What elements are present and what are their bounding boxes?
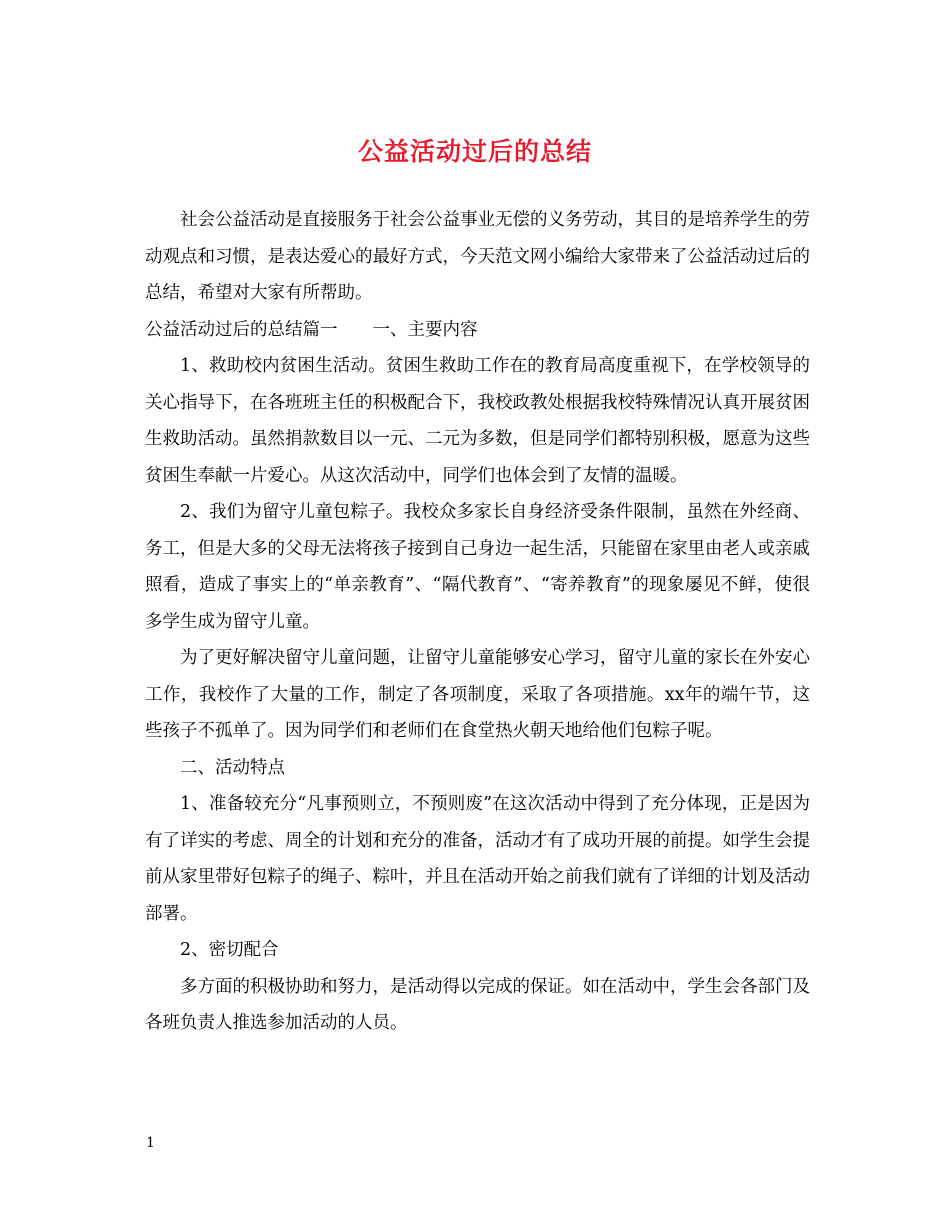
content-paragraph-zongzi: 2、我们为留守儿童包粽子。我校众多家长自身经济受条件限制，虽然在外经商、务工，但是大多的父母无法将孩子接到自己身边一起生活，只能留在家里由老人或亲戚照看，造成了事实上的“单亲教育”、“隔代教育”、“寄养教育”的现象屡见不鲜，使很多学生成为留守儿童。 — [145, 502, 810, 632]
content-paragraph-poverty-aid: 1、救助校内贫困生活动。贫困生救助工作在的教育局高度重视下，在学校领导的关心指导下，在各班班主任的积极配合下，我校政教处根据我校特殊情况认真开展贫困生救助活动。虽然捐款数目以一元、二元为多数，但是同学们都特别积极，愿意为这些贫困生奉献一片爱心。从这次活动中，同学们也体会到了友情的温暖。 — [145, 356, 810, 486]
document-body — [145, 202, 810, 1042]
document-title: 公益活动过后的总结 — [357, 137, 592, 166]
page-number: 1 — [146, 1135, 155, 1151]
intro-paragraph: 社会公益活动是直接服务于社会公益事业无偿的义务劳动，其目的是培养学生的劳动观点和习惯，是表达爱心的最好方式，今天范文网小编给大家带来了公益活动过后的总结，希望对大家有所帮助。 — [145, 210, 810, 303]
content-paragraph-left-behind-children: 为了更好解决留守儿童问题，让留守儿童能够安心学习，留守儿童的家长在外安心工作，我校作了大量的工作，制定了各项制度，采取了各项措施。xx年的端午节，这些孩子不孤单了。因为同学们和老师们在食堂热火朝天地给他们包粽子呢。 — [145, 648, 810, 741]
content-paragraph-preparation: 1、准备较充分“凡事预则立，不预则废”在这次活动中得到了充分体现，正是因为有了详实的考虑、周全的计划和充分的准备，活动才有了成功开展的前提。如学生会提前从家里带好包粽子的绳子、粽叶，并且在活动开始之前我们就有了详细的计划及活动部署。 — [145, 794, 810, 924]
section-heading-features: 二、活动特点 — [180, 757, 285, 778]
section-heading-line: 公益活动过后的总结篇一 一、主要内容 — [145, 319, 478, 340]
content-paragraph-cooperation: 多方面的积极协助和努力，是活动得以完成的保证。如在活动中，学生会各部门及各班负责人推选参加活动的人员。 — [145, 976, 810, 1033]
subheading-cooperation: 2、密切配合 — [180, 940, 279, 960]
